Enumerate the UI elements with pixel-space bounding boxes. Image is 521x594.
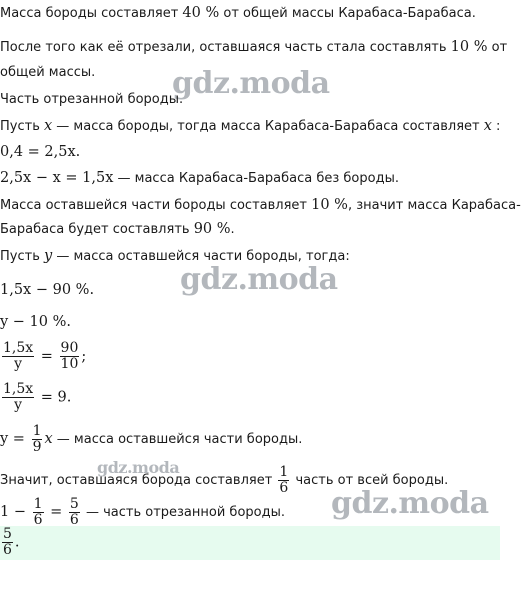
watermark: gdz.moda	[97, 458, 180, 477]
text-line: общей массы.	[0, 65, 96, 80]
watermark: gdz.moda	[180, 262, 338, 297]
fraction: $\frac{1}{6}$	[279, 464, 289, 496]
fraction: $\frac{1}{9}$	[32, 423, 42, 455]
math-line: 0,4 = 2,5x.	[0, 144, 81, 160]
fraction: $\frac{1}{6}$	[33, 496, 43, 528]
fraction: $\frac{1,5x}{y}$	[3, 340, 34, 372]
text-line: Масса бороды составляет 40 % от общей массы Карабаса-Барабаса.	[0, 5, 476, 21]
text-line: 2,5x − x = 1,5x — масса Карабаса-Барабаса без бороды.	[0, 170, 399, 186]
text-line: После того как её отрезали, оставшаяся часть стала составлять 10 % от	[0, 39, 508, 55]
text-line: y = $\frac{1}{9}$ x — масса оставшейся части бороды.	[0, 423, 303, 455]
text-line: Барабаса будет составлять 90 %.	[0, 221, 235, 237]
text-line: Значит, оставшаяся борода составляет $\frac{1}{6}$ часть от всей бороды.	[0, 464, 449, 496]
math-line: $\frac{1,5x}{y}$ = 9.	[3, 381, 72, 413]
fraction: $\frac{5}{6}$	[3, 526, 12, 558]
watermark: gdz.moda	[172, 66, 330, 101]
math-line: 1,5x − 90 %.	[0, 282, 95, 298]
answer-highlight	[0, 526, 500, 560]
fraction: $\frac{5}{6}$	[69, 496, 79, 528]
text-line: Масса оставшейся части бороды составляет 10 %, значит масса Карабаса-	[0, 197, 521, 213]
math-line: $\frac{1,5x}{y}$ = $\frac{90}{10}$ ;	[3, 340, 87, 372]
text-line: Пусть x — масса бороды, тогда масса Карабаса-Барабаса составляет x :	[0, 118, 501, 134]
answer-line: $\frac{5}{6}$ .	[3, 526, 20, 558]
fraction: $\frac{1,5x}{y}$	[3, 381, 34, 413]
math-line: y − 10 %.	[0, 314, 72, 330]
text-line: Часть отрезанной бороды.	[0, 92, 184, 107]
fraction: $\frac{90}{10}$	[60, 340, 79, 372]
text-line: Пусть y — масса оставшейся части бороды, тогда:	[0, 248, 350, 264]
watermark: gdz.moda	[331, 486, 489, 521]
text-line: 1 − $\frac{1}{6}$ = $\frac{5}{6}$ — часть отрезанной бороды.	[0, 496, 285, 528]
